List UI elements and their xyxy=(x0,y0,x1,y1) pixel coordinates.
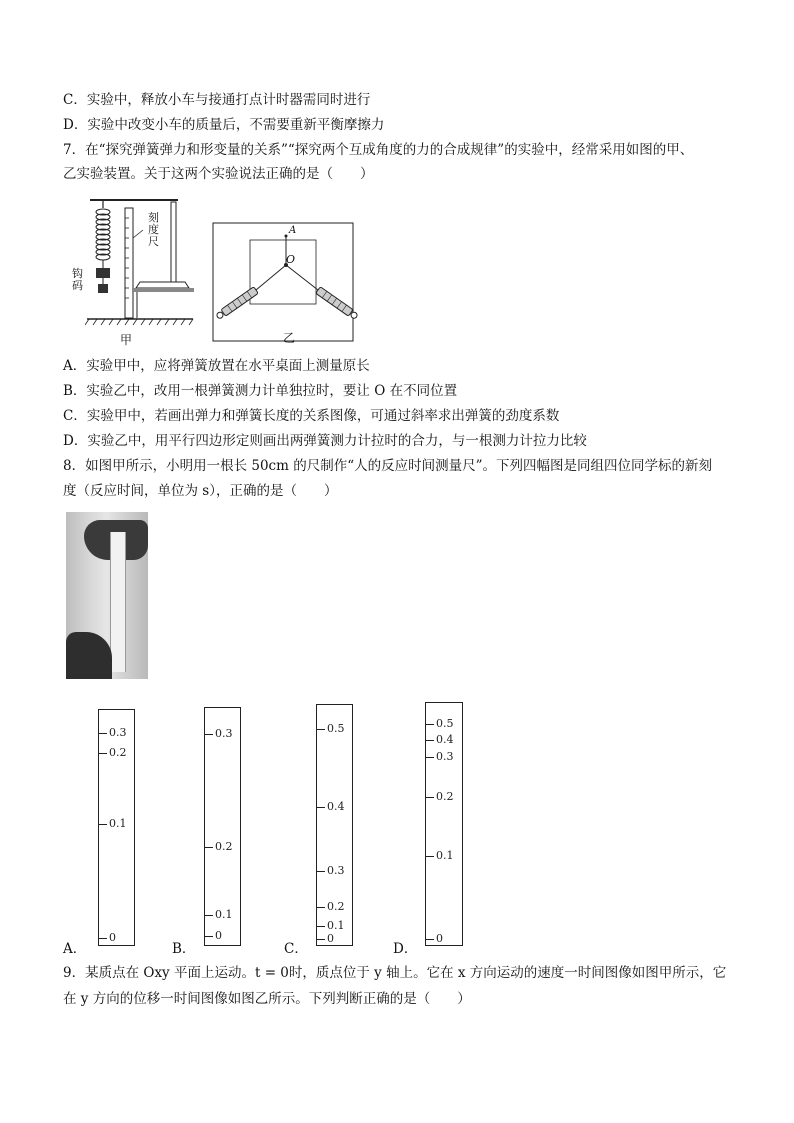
option-d-label: D． xyxy=(393,941,418,957)
scale-b-mark: 0.3 xyxy=(215,727,233,740)
q7-stem-line1: 7．在“探究弹簧弹力和形变量的关系”“探究两个互成角度的力的合成规律”的实验中，经常采用如图的甲、 xyxy=(63,142,694,158)
scale-a-mark: 0.2 xyxy=(109,746,127,759)
scale-d xyxy=(425,702,463,946)
q9-stem-line1: 9．某质点在 Oxy 平面上运动。t = 0时，质点位于 y 轴上。它在 x 方向运动的速度一时间图像如图甲所示，它 xyxy=(63,965,727,981)
scale-a-mark: 0.1 xyxy=(109,817,127,830)
scale-d-mark: 0 xyxy=(436,932,443,945)
q8-stem-line2: 度（反应时间，单位为 s），正确的是（ ） xyxy=(63,483,338,499)
weight-label: 钩码 xyxy=(72,267,83,292)
photo-ruler xyxy=(110,532,126,672)
scale-c-mark: 0.2 xyxy=(327,900,345,913)
scale-b-mark: 0.1 xyxy=(215,908,233,921)
option-c-label: C． xyxy=(284,941,308,957)
scale-a xyxy=(98,709,135,946)
scale-c-mark: 0.4 xyxy=(327,800,345,813)
option-a-label: A． xyxy=(63,941,87,957)
scale-c-mark: 0.1 xyxy=(327,919,345,932)
force-board-figure xyxy=(210,220,360,344)
scale-d-mark: 0.4 xyxy=(436,733,454,746)
spring-apparatus-figure xyxy=(85,198,195,346)
q8-stem-line1: 8．如图甲所示，小明用一根长 50cm 的尺制作“人的反应时间测量尺”。下列四幅图是同组四位同学标的新刻 xyxy=(63,458,713,474)
scale-c-mark: 0 xyxy=(327,932,334,945)
point-a-label: A xyxy=(289,225,297,236)
scale-d-mark: 0.3 xyxy=(436,750,454,763)
figure-yi-caption: 乙 xyxy=(283,331,296,345)
scale-a-mark: 0 xyxy=(109,931,116,944)
q7-option-a: A．实验甲中，应将弹簧放置在水平桌面上测量原长 xyxy=(63,358,370,374)
scale-d-mark: 0.2 xyxy=(436,790,454,803)
scale-a-mark: 0.3 xyxy=(109,726,127,739)
scale-b-mark: 0 xyxy=(215,929,222,942)
figure-jia-caption: 甲 xyxy=(120,333,133,347)
point-o-label: O xyxy=(286,253,296,266)
q6-option-d: D．实验中改变小车的质量后，不需要重新平衡摩擦力 xyxy=(63,117,385,133)
scale-d-mark: 0.5 xyxy=(436,717,454,730)
ruler-drop-photo xyxy=(66,512,148,679)
q7-option-d: D．实验乙中，用平行四边形定则画出两弹簧测力计拉时的合力，与一根测力计拉力比较 xyxy=(63,433,587,449)
scale-c xyxy=(316,704,353,946)
ruler-label: 刻度尺 xyxy=(148,211,159,248)
scale-c-mark: 0.5 xyxy=(327,722,345,735)
q7-option-c: C．实验甲中，若画出弹力和弹簧长度的关系图像，可通过斜率求出弹簧的劲度系数 xyxy=(63,408,560,424)
q9-stem-line2: 在 y 方向的位移一时间图像如图乙所示。下列判断正确的是（ ） xyxy=(63,991,471,1007)
q7-option-b: B．实验乙中，改用一根弹簧测力计单独拉时，要让 O 在不同位置 xyxy=(63,383,458,399)
q6-option-c: C．实验中，释放小车与接通打点计时器需同时进行 xyxy=(63,92,371,108)
option-b-label: B． xyxy=(172,941,196,957)
scale-b xyxy=(204,707,241,946)
scale-c-mark: 0.3 xyxy=(327,864,345,877)
scale-d-mark: 0.1 xyxy=(436,849,454,862)
hand-bottom xyxy=(66,632,112,679)
scale-b-mark: 0.2 xyxy=(215,840,233,853)
q7-stem-line2: 乙实验装置。关于这两个实验说法正确的是（ ） xyxy=(63,166,374,182)
